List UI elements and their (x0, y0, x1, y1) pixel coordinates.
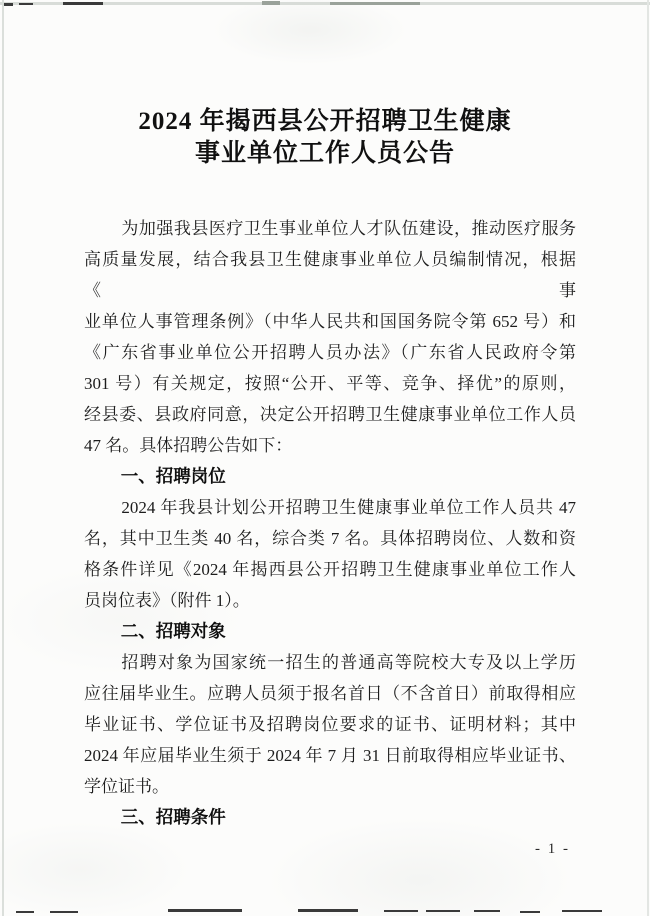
scan-artifact-bottom-dash (474, 910, 500, 912)
body-line: 格条件详见《2024 年揭西县公开招聘卫生健康事业单位工作人 (84, 560, 576, 579)
scan-artifact-bottom-dash (520, 911, 540, 913)
scan-artifact-bottom-dash (426, 910, 460, 912)
scan-artifact-top-dash (330, 2, 420, 5)
body-line: 招聘对象为国家统一招生的普通高等院校大专及以上学历 (121, 653, 576, 672)
body-line: 经县委、县政府同意，决定公开招聘卫生健康事业单位工作人员 (84, 405, 576, 424)
body-line: 2024 年我县计划公开招聘卫生健康事业单位工作人员共 47 (121, 498, 576, 517)
scan-artifact-top-dash (19, 3, 33, 5)
document-body (84, 213, 576, 833)
document-title-line-1: 2024 年揭西县公开招聘卫生健康 (138, 108, 512, 135)
section-heading: 二、招聘对象 (120, 621, 226, 641)
body-line: 员岗位表》（附件 1）。 (84, 591, 250, 610)
document-title-line-2: 事业单位工作人员公告 (194, 140, 455, 167)
body-line: 毕业证书、学位证书及招聘岗位要求的证书、证明材料；其中 (84, 715, 576, 734)
scan-artifact-top-dash (63, 2, 103, 5)
body-line: 为加强我县医疗卫生事业单位人才队伍建设，推动医疗服务 (121, 219, 576, 238)
page-number: - 1 - (535, 841, 570, 857)
body-line: 学位证书。 (84, 777, 169, 796)
body-line: 高质量发展，结合我县卫生健康事业单位人员编制情况，根据《事 (84, 250, 576, 300)
scan-artifact-top-dash (262, 1, 280, 5)
body-line: 2024 年应届毕业生须于 2024 年 7 月 31 日前取得相应毕业证书、 (84, 746, 576, 765)
body-line: 应往届毕业生。应聘人员须于报名首日（不含首日）前取得相应 (84, 684, 576, 703)
body-line: 301 号）有关规定，按照“公开、平等、竞争、择优”的原则， (84, 374, 576, 393)
document-title (0, 106, 650, 170)
section-heading: 一、招聘岗位 (120, 466, 226, 486)
scan-artifact-bottom-dash (50, 911, 78, 913)
scan-artifact-bottom-dash (298, 909, 358, 912)
body-line: 47 名。具体招聘公告如下： (84, 436, 293, 455)
body-line: 《广东省事业单位公开招聘人员办法》（广东省人民政府令第 (84, 343, 576, 362)
scan-artifact-bottom-dash (562, 910, 602, 912)
section-heading: 三、招聘条件 (120, 807, 226, 827)
scan-artifact-bottom-dash (384, 910, 418, 912)
scan-artifact-bottom-dash (16, 911, 34, 913)
body-line: 业单位人事管理条例》（中华人民共和国国务院令第 652 号）和 (84, 312, 576, 331)
body-line: 名，其中卫生类 40 名，综合类 7 名。具体招聘岗位、人数和资 (84, 529, 576, 548)
scan-artifact-top-dash (4, 3, 13, 6)
scan-artifact-bottom-dash (168, 909, 242, 912)
